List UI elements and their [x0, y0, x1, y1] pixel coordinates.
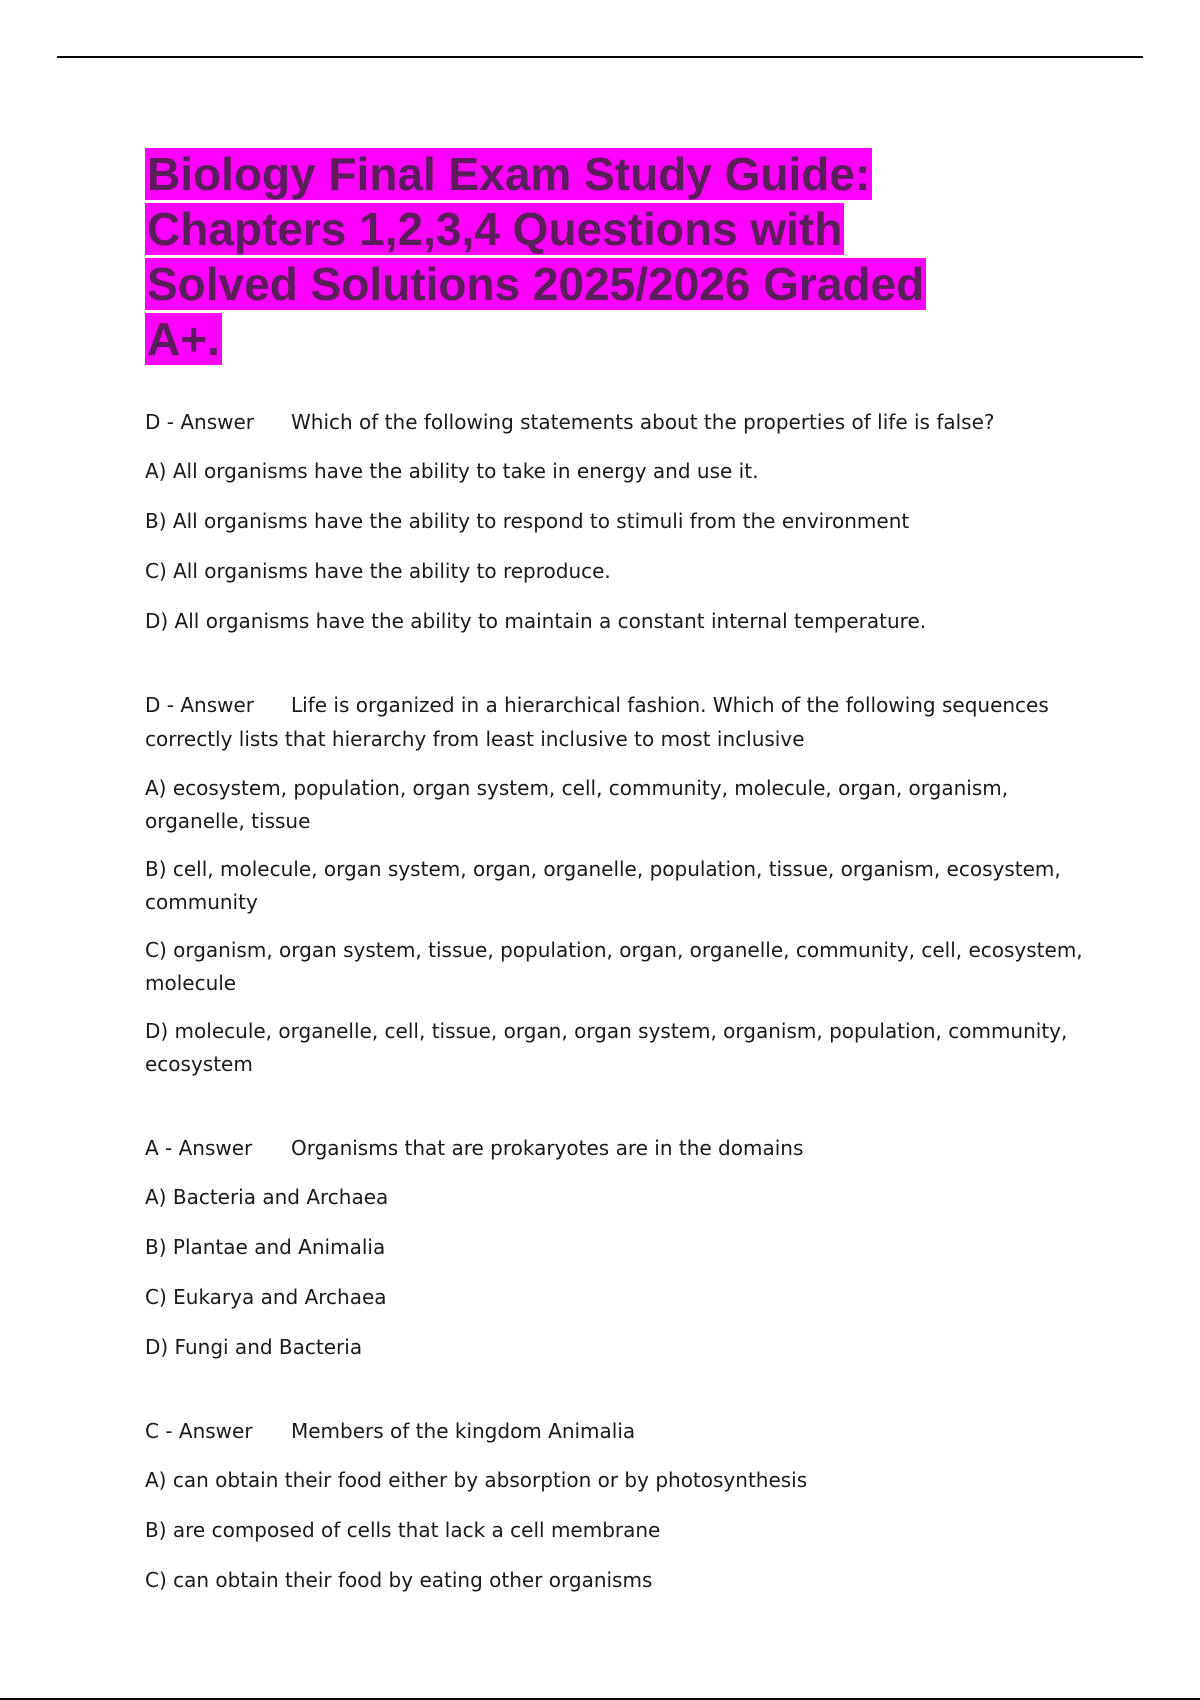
question-prompt: Life is organized in a hierarchical fashion. Which of the following sequences correctly lists that hierarchy from least inclusive to most inclusive	[145, 693, 1049, 751]
question-prompt: Organisms that are prokaryotes are in the domains	[291, 1136, 804, 1160]
document-title	[145, 147, 975, 367]
document-title-text: Biology Final Exam Study Guide: Chapters 1,2,3,4 Questions with Solved Solutions 2025/2026 Graded A+.	[147, 148, 925, 365]
question-line	[145, 1414, 1085, 1448]
question-line	[145, 1131, 1085, 1165]
document-body	[145, 147, 1085, 1647]
answer-option: B) cell, molecule, organ system, organ, organelle, population, tissue, organism, ecosystem, community	[145, 857, 1061, 914]
answer-option: A) ecosystem, population, organ system, cell, community, molecule, organ, organism, organelle, tissue	[145, 776, 1009, 833]
header-rule	[57, 56, 1143, 58]
answer-option: C) organism, organ system, tissue, population, organ, organelle, community, cell, ecosystem, molecule	[145, 938, 1083, 995]
question-block	[145, 688, 1085, 1081]
question-line	[145, 688, 1085, 756]
answer-option: D) Fungi and Bacteria	[145, 1335, 363, 1359]
answer-option: B) Plantae and Animalia	[145, 1235, 386, 1259]
answer-option: D) All organisms have the ability to maintain a constant internal temperature.	[145, 609, 927, 633]
question-block	[145, 1414, 1085, 1597]
question-line	[145, 405, 1085, 439]
question-prompt: Members of the kingdom Animalia	[291, 1419, 636, 1443]
question-block	[145, 1131, 1085, 1364]
answer-option: A) can obtain their food either by absorption or by photosynthesis	[145, 1468, 808, 1492]
question-prompt: Which of the following statements about the properties of life is false?	[291, 410, 995, 434]
answer-option: A) Bacteria and Archaea	[145, 1185, 389, 1209]
answer-option: B) All organisms have the ability to respond to stimuli from the environment	[145, 509, 910, 533]
answer-option: B) are composed of cells that lack a cell membrane	[145, 1518, 661, 1542]
answer-option: C) All organisms have the ability to reproduce.	[145, 559, 611, 583]
answer-key: D - Answer	[145, 410, 254, 434]
answer-key: A - Answer	[145, 1136, 253, 1160]
question-block	[145, 405, 1085, 638]
answer-key: C - Answer	[145, 1419, 253, 1443]
answer-option: D) molecule, organelle, cell, tissue, organ, organ system, organism, population, community, ecosystem	[145, 1019, 1068, 1076]
answer-key: D - Answer	[145, 693, 254, 717]
answer-option: A) All organisms have the ability to take in energy and use it.	[145, 459, 759, 483]
answer-option: C) Eukarya and Archaea	[145, 1285, 387, 1309]
answer-option: C) can obtain their food by eating other organisms	[145, 1568, 653, 1592]
